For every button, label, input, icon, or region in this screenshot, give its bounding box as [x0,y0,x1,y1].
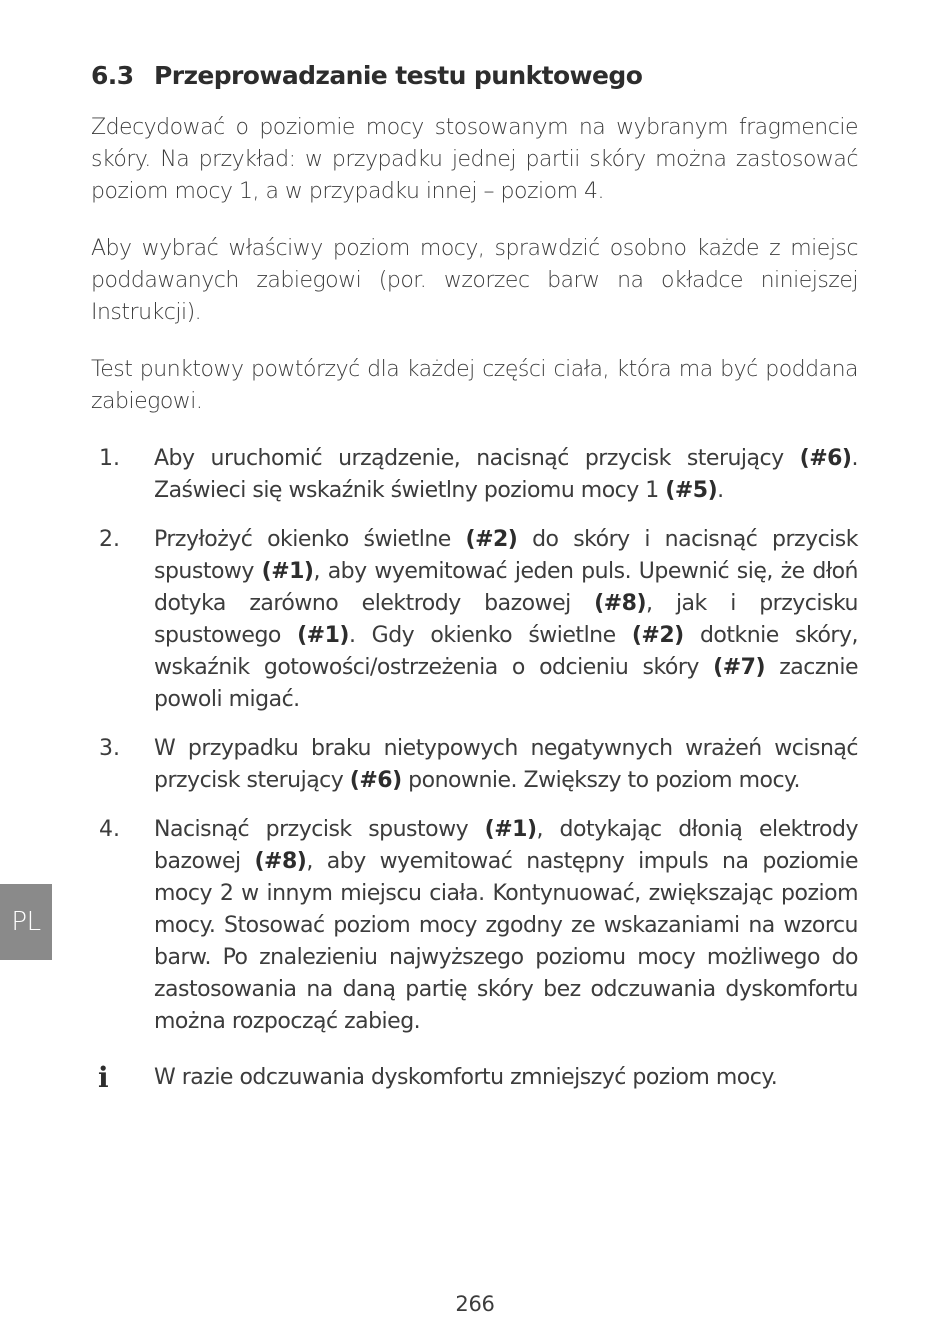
step-text-segment: ponownie. Zwiększy to poziom mocy. [401,768,800,793]
step-text-segment: dotknie skóry, wskaźnik gotowości/ostrzeżenia o odcieniu skóry [154,623,858,680]
component-reference: (#1) [261,559,314,584]
paragraph-check-areas: Aby wybrać właściwy poziom mocy, sprawdzić osobno każde z miejsc poddawanych zabiegowi (por. wzorzec barw na okładce niniejszej Instrukcji). [91,236,858,325]
step-number: 4. [99,817,120,842]
component-reference: (#2) [465,527,518,552]
step-text-segment: W przypadku braku nietypowych negatywnych wrażeń wcisnąć przycisk sterujący [154,736,858,793]
component-reference: (#6) [349,768,402,793]
section-heading [91,58,858,94]
paragraph-repeat-test: Test punktowy powtórzyć dla każdej części ciała, która ma być poddana zabiegowi. [91,357,858,414]
step-text-segment: , aby wyemitować jeden puls. Upewnić się, że dłoń dotyka zarówno elektrody bazowej [154,559,858,616]
paragraph-power-level: Zdecydować o poziomie mocy stosowanym na wybranym fragmencie skóry. Na przykład: w przypadku jednej partii skóry można zastosować poziom mocy 1, a w przypadku innej – poziom 4. [91,115,858,204]
component-reference: (#6) [799,446,852,471]
step-text-segment: Nacisnąć przycisk spustowy [154,817,485,842]
list-item [91,814,858,1038]
component-reference: (#2) [631,623,684,648]
step-text-segment: zacznie powoli migać. [154,655,858,712]
component-reference: (#5) [665,478,718,503]
step-text-segment: Aby uruchomić urządzenie, nacisnąć przycisk sterujący [154,446,800,471]
step-text-segment: . Zaświeci się wskaźnik świetlny poziomu mocy 1 [154,446,858,503]
list-item [91,443,858,507]
step-text-segment: , aby wyemitować następny impuls na poziomie mocy 2 w innym miejscu ciała. Kontynuować, zwiększając poziom mocy. Stosować poziom mocy zgodny ze wskazaniami na wzorcu barw. Po znalezieniu najwyższego poziomu mocy możliwego do zastosowania na daną partię skóry bez odczuwania dyskomfortu można rozpocząć zabieg. [154,849,858,1034]
step-text-segment: , jak i przycisku spustowego [154,591,858,648]
info-note-text: W razie odczuwania dyskomfortu zmniejszyć poziom mocy. [154,1065,778,1090]
list-item [91,733,858,797]
step-number: 2. [99,527,120,552]
step-text-segment: Przyłożyć okienko świetlne [154,527,466,552]
step-text [154,733,858,797]
list-item [91,524,858,716]
step-text-segment: . [717,478,724,503]
component-reference: (#8) [254,849,307,874]
step-text-segment: do skóry i nacisnąć przycisk spustowy [154,527,858,584]
step-text [154,814,858,1038]
component-reference: (#1) [484,817,537,842]
page-number: 266 [455,1292,495,1316]
step-number: 1. [99,446,120,471]
step-text-segment: , dotykając dłonią elektrody bazowej [154,817,858,874]
step-text-segment: . Gdy okienko świetlne [348,623,632,648]
language-tab: PL [0,884,52,960]
step-text [154,524,858,716]
page-content [91,58,858,1094]
component-reference: (#7) [713,655,766,680]
step-number: 3. [99,736,120,761]
info-note [91,1062,858,1094]
section-title: Przeprowadzanie testu punktowego [154,61,643,90]
component-reference: (#1) [297,623,349,648]
component-reference: (#8) [594,591,647,616]
step-text [154,443,858,507]
steps-list [91,443,858,1038]
section-number: 6.3 [91,61,134,90]
info-icon: i [98,1061,109,1094]
